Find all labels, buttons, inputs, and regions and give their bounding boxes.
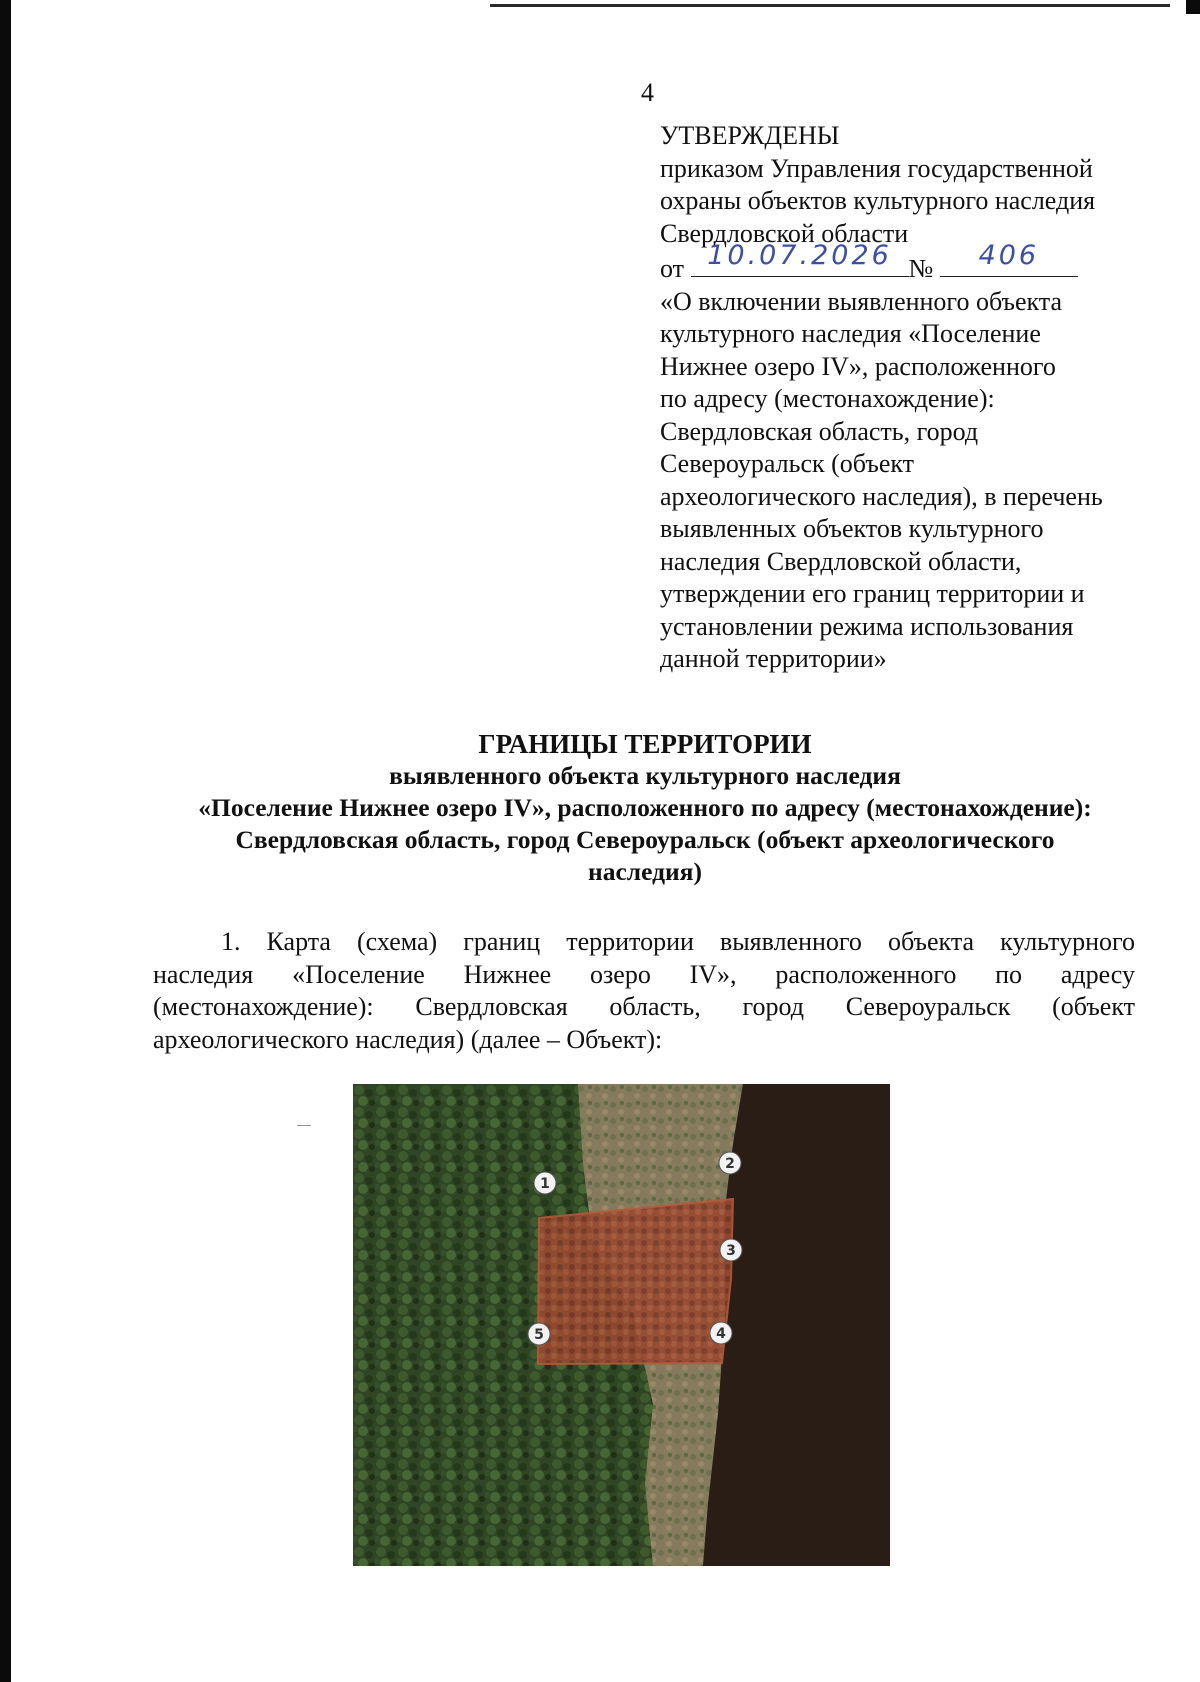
boundary-point-label: 5 (534, 1327, 544, 1343)
approval-subject-line: Нижнее озеро IV», расположенного (660, 351, 1056, 381)
scan-edge-left (0, 0, 11, 1682)
boundary-point-marker (719, 1152, 741, 1174)
heading-line: наследия) (588, 857, 702, 886)
approval-subject-line: выявленных объектов культурного (660, 514, 1044, 543)
territory-boundary-polygon (538, 1199, 733, 1364)
approval-line: приказом Управления государственной (660, 153, 1093, 183)
boundary-point-marker (528, 1323, 550, 1345)
number-field (940, 240, 1078, 277)
paragraph-line: (местонахождение): Свердловская область, город Североуральск (объект (153, 992, 1135, 1021)
boundary-point-label: 4 (716, 1326, 726, 1342)
approval-subject-line: наследия Свердловской области, (660, 546, 1022, 576)
boundary-point-marker (720, 1239, 742, 1261)
heading-line: «Поселение Нижнее озеро IV», расположенного по адресу (местонахождение): (198, 793, 1092, 822)
number-prefix: № (908, 254, 934, 283)
satellite-map-image (353, 1084, 890, 1566)
paragraph-line: наследия «Поселение Нижнее озеро IV», расположенного по адресу (153, 959, 1135, 989)
date-prefix: от (660, 254, 685, 283)
paragraph-line: археологического наследия) (далее – Объект): (153, 1024, 663, 1054)
approval-subject-line: Свердловская область, город (660, 416, 979, 446)
scan-edge-top (490, 4, 1170, 7)
boundary-point-label: 2 (725, 1156, 735, 1172)
approval-subject-line: данной территории» (660, 644, 887, 673)
approval-line: Свердловской области (660, 218, 909, 248)
date-field (691, 240, 909, 277)
handwritten-date: 10.07.2026 (707, 240, 892, 271)
boundary-map (353, 1084, 890, 1566)
approval-subject-line: археологического наследия), в перечень (660, 481, 1103, 511)
heading-line: Свердловская область, город Североуральск (объект археологического (235, 825, 1055, 854)
approval-subject-line: Североуральск (объект (660, 449, 915, 478)
paragraph-1 (153, 926, 1135, 1056)
scan-mark (297, 1125, 311, 1126)
boundary-point-label: 3 (726, 1243, 736, 1259)
approval-date-row (660, 240, 1160, 286)
approval-line: охраны объектов культурного наследия (660, 186, 1096, 215)
boundary-point-marker (710, 1322, 732, 1344)
heading-title: ГРАНИЦЫ ТЕРРИТОРИИ (478, 729, 812, 759)
handwritten-number: 406 (978, 240, 1040, 271)
page-number: 4 (641, 78, 654, 107)
boundary-point-label: 1 (540, 1176, 550, 1192)
approval-title: УТВЕРЖДЕНЫ (660, 121, 840, 150)
scan-edge-corner (1186, 0, 1200, 14)
approval-block (660, 120, 1160, 676)
approval-subject-line: установлении режима использования (660, 611, 1074, 641)
approval-subject-line: культурного наследия «Поселение (660, 319, 1041, 348)
boundary-point-marker (534, 1172, 556, 1194)
paragraph-line: 1. Карта (схема) границ территории выявленного объекта культурного (221, 927, 1135, 956)
approval-subject-line: утверждении его границ территории и (660, 579, 1085, 608)
approval-subject-line: «О включении выявленного объекта (660, 286, 1063, 316)
section-heading (150, 728, 1140, 888)
approval-subject-line: по адресу (местонахождение): (660, 384, 995, 413)
heading-line: выявленного объекта культурного наследия (389, 761, 901, 790)
